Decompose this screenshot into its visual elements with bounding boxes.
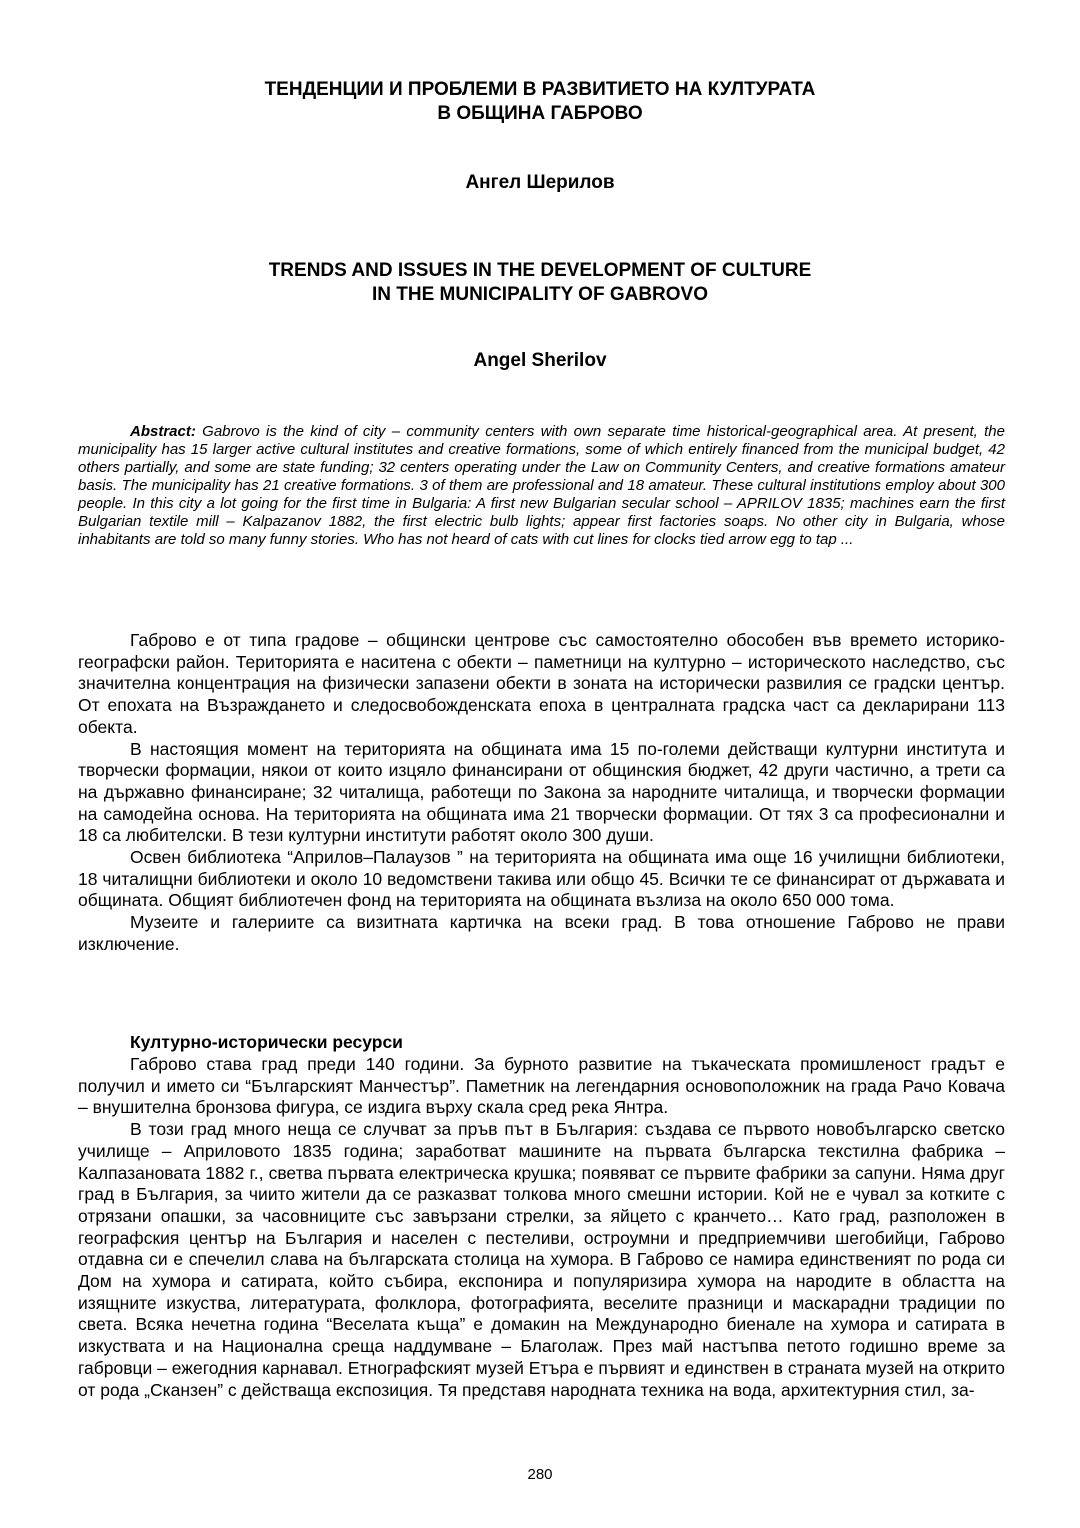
section-heading: Културно-исторически ресурси (130, 1032, 403, 1052)
author-en: Angel Sherilov (473, 350, 607, 371)
intro-paragraph-4: Музеите и галериите са визитната картичка на всеки град. В това отношение Габрово не прави изключение. (78, 912, 1005, 954)
title-bg-line2: В ОБЩИНА ГАБРОВО (437, 103, 643, 124)
section-paragraph-1: Габрово става град преди 140 години. За бурното развитие на тъкаческата промишленост градът е получил и името си “Българският Манчестър”. Паметник на легендарния основоположник на града Рачо Ковача – внушителна бронзова фигура, се издига върху скала сред река Янтра. (78, 1054, 1005, 1118)
intro-paragraph-3: Освен библиотека “Априлов–Палаузов ” на територията на общината има още 16 училищни библиотеки, 18 читалищни библиотеки и около 10 ведомствени такива или общо 45. Всички те се финансират от държавата и общината. Общият библиотечен фонд на територията на общината възлиза на около 650 000 тома. (78, 847, 1005, 911)
title-en-line2: IN THE MUNICIPALITY OF GABROVO (371, 284, 709, 305)
abstract-label: Abstract: (130, 423, 196, 440)
author-bg: Ангел Шерилов (465, 172, 615, 193)
title-bg-line1: ТЕНДЕНЦИИ И ПРОБЛЕМИ В РАЗВИТИЕТО НА КУЛТУРАТА (264, 79, 816, 100)
abstract (78, 423, 1005, 549)
title-en (0, 259, 1080, 307)
cultural-resources-section (78, 1054, 1005, 1401)
title-bg (0, 78, 1080, 126)
intro-paragraph-2: В настоящия момент на територията на общината има 15 по-големи действащи културни института и творчески формации, някои от които изцяло финансирани от общинския бюджет, 42 други частично, а трети са на държавно финансиране; 32 читалища, работещи по Закона за народните читалища, и творчески формации на самодейна основа. На територията на общината има 21 творчески формации. От тях 3 са професионални и 18 са любителски. В тези културни институти работят около 300 души. (78, 738, 1005, 846)
intro-paragraph-1: Габрово е от типа градове – общински центрове със самостоятелно обособен във времето историко-географски район. Територията е наситена с обекти – паметници на културно – историческото наследство, със значителна концентрация на физически запазени обекти в зоната на исторически развилия се градски център. От епохата на Възраждането и следосвобожденската епоха в централната градска част са декларирани 113 обекта. (78, 630, 1005, 737)
title-en-line1: TRENDS AND ISSUES IN THE DEVELOPMENT OF CULTURE (268, 260, 812, 281)
abstract-text: Gabrovo is the kind of city – community centers with own separate time historical-geographical area. At present, the municipality has 15 larger active cultural institutes and creative formations, some of which entirely financed from the municipal budget, 42 others partially, and some are state funding; 32 centers operating under the Law on Community Centers, and creative formations amateur basis. The municipality has 21 creative formations. 3 of them are professional and 18 amateur. These cultural institutions employ about 300 people. In this city a lot going for the first time in Bulgaria: A first new Bulgarian secular school – APRILOV 1835; machines earn the first Bulgarian textile mill – Kalpazanov 1882, the first electric bulb lights; appear first factories soaps. No other city in Bulgaria, whose inhabitants are told so many funny stories. Who has not heard of cats with cut lines for clocks tied arrow egg to tap ... (78, 423, 1005, 548)
intro-section (78, 630, 1005, 956)
page-number: 280 (527, 1466, 553, 1483)
section-paragraph-2: В този град много неща се случват за пръв път в България: създава се първото новобългарско светско училище – Априловото 1835 година; заработват машините на първата българска текстилна фабрика – Калпазановата 1882 г., светва първата електрическа крушка; появяват се първите фабрики за сапуни. Няма друг град в България, за чиито жители да се разказват толкова много смешни истории. Кой не е чувал за котките с отрязани опашки, за часовниците със завързани стрелки, за яйцето с кранчето… Като град, разположен в географския център на България и населен с пестеливи, остроумни и предприемчиви шегобийци, Габрово отдавна си е спечелил слава на българската столица на хумора. В Габрово се намира единственият по рода си Дом на хумора и сатирата, който събира, експонира и популяризира хумора на народите в областта на изящните изкуства, литературата, фолклора, фотографията, веселите празници и маскарадни традиции по света. Всяка нечетна година “Веселата къща” е домакин на Международно биенале на хумора и сатирата в изкуствата и на Национална среща наддумване – Благолаж. През май настъпва петото годишно време за габровци – ежегодния карнавал. Етнографският музей Етъра е първият и единствен в страната музей на открито от рода „Сканзен” с действаща експозиция. Тя представя народната техника на вода, архитектурния стил, за- (78, 1119, 1006, 1400)
